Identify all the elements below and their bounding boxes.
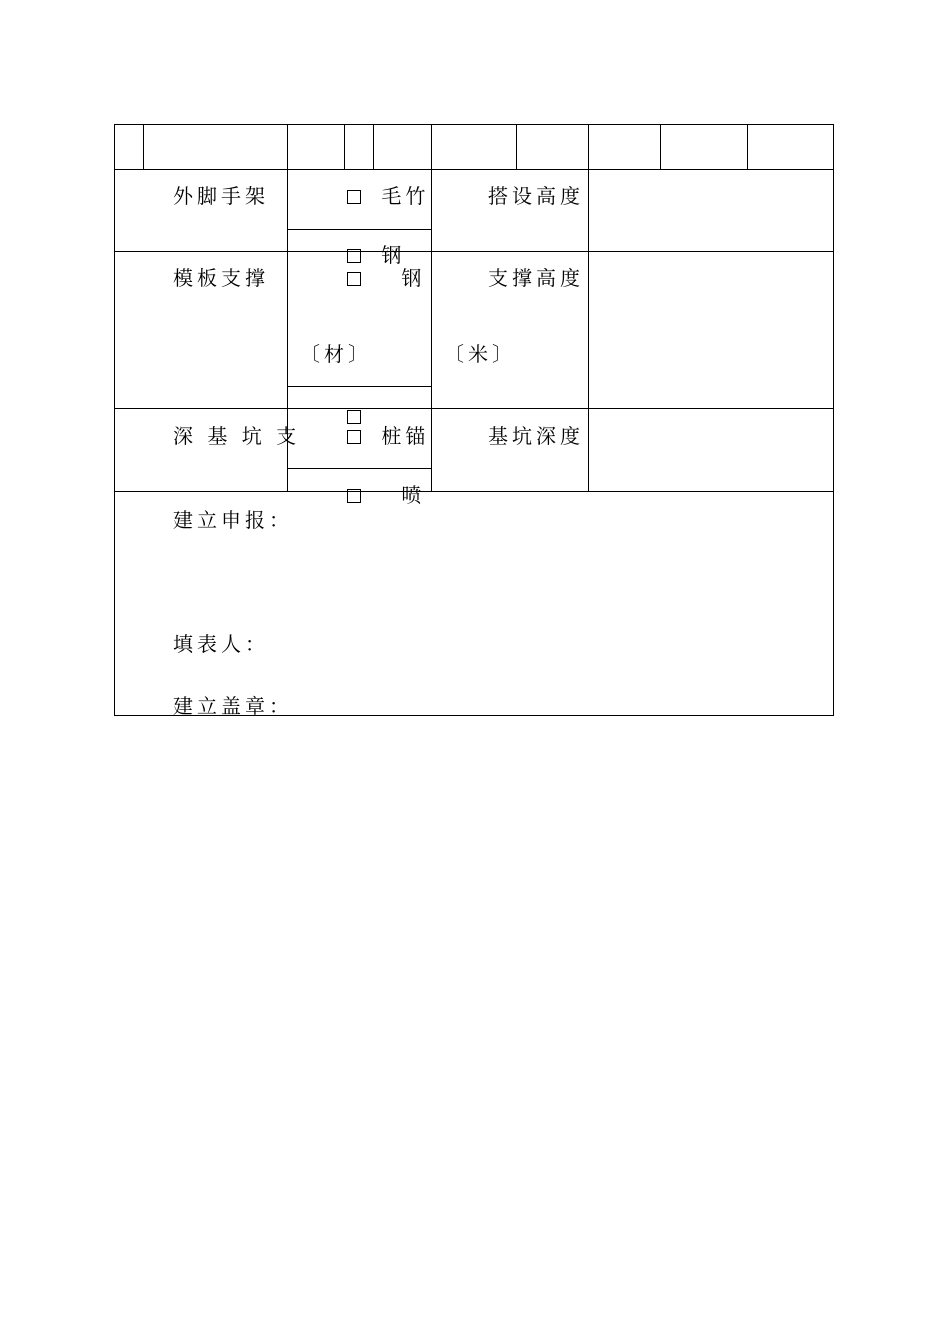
formwork-height-value[interactable] [589, 252, 833, 408]
column-line [660, 124, 661, 170]
column-line [344, 124, 345, 170]
pit-option-spray-clip [288, 469, 431, 507]
column-line [143, 124, 144, 170]
scaffold-option-bamboo-label: 毛竹 [381, 184, 430, 208]
pit-option-spray [347, 483, 425, 507]
formwork-option-steel [347, 266, 425, 290]
pit-option-pile-anchor-label: 桩锚 [381, 424, 430, 448]
formwork-measure-unit: 〔米〕 [444, 342, 516, 366]
filler-label: 填表人： [173, 632, 269, 656]
pit-depth-value[interactable] [589, 409, 833, 491]
checkbox-icon[interactable] [347, 410, 361, 424]
formwork-option-suffix: 〔材〕 [300, 342, 372, 366]
scaffold-option-steel-clip [288, 230, 431, 267]
pit-measure-label: 基坑深度 [488, 424, 584, 448]
table-border-left [114, 124, 115, 716]
formwork-option2-clip [288, 387, 431, 408]
row-separator [114, 491, 834, 492]
table-border-right [833, 124, 834, 716]
column-line [516, 124, 517, 170]
scaffold-option-steel-label: 钢 [381, 243, 406, 267]
checkbox-icon[interactable] [347, 190, 361, 204]
column-line [373, 124, 374, 170]
scaffold-label: 外脚手架 [173, 184, 269, 208]
table-border-top [114, 124, 834, 125]
formwork-option-steel-label: 钢 [401, 266, 426, 290]
checkbox-icon[interactable] [347, 249, 361, 263]
pit-option-pile-anchor [347, 424, 429, 448]
seal-label-clip [115, 680, 833, 718]
checkbox-icon[interactable] [347, 430, 361, 444]
pit-label: 深 基 坑 支 [173, 424, 301, 448]
seal-label: 建立盖章： [173, 694, 293, 718]
formwork-measure-label: 支撑高度 [488, 266, 584, 290]
column-line [747, 124, 748, 170]
formwork-label: 模板支撑 [173, 266, 269, 290]
apply-label: 建立申报： [173, 508, 293, 532]
checkbox-icon[interactable] [347, 489, 361, 503]
scaffold-option-steel [347, 243, 405, 267]
pit-option-spray-label: 喷 [401, 483, 426, 507]
column-line [431, 124, 432, 492]
apply-content-area[interactable] [115, 540, 833, 620]
checkbox-icon[interactable] [347, 272, 361, 286]
scaffold-option-bamboo [347, 184, 429, 208]
scaffold-height-value[interactable] [589, 170, 833, 251]
scaffold-measure-label: 搭设高度 [488, 184, 584, 208]
